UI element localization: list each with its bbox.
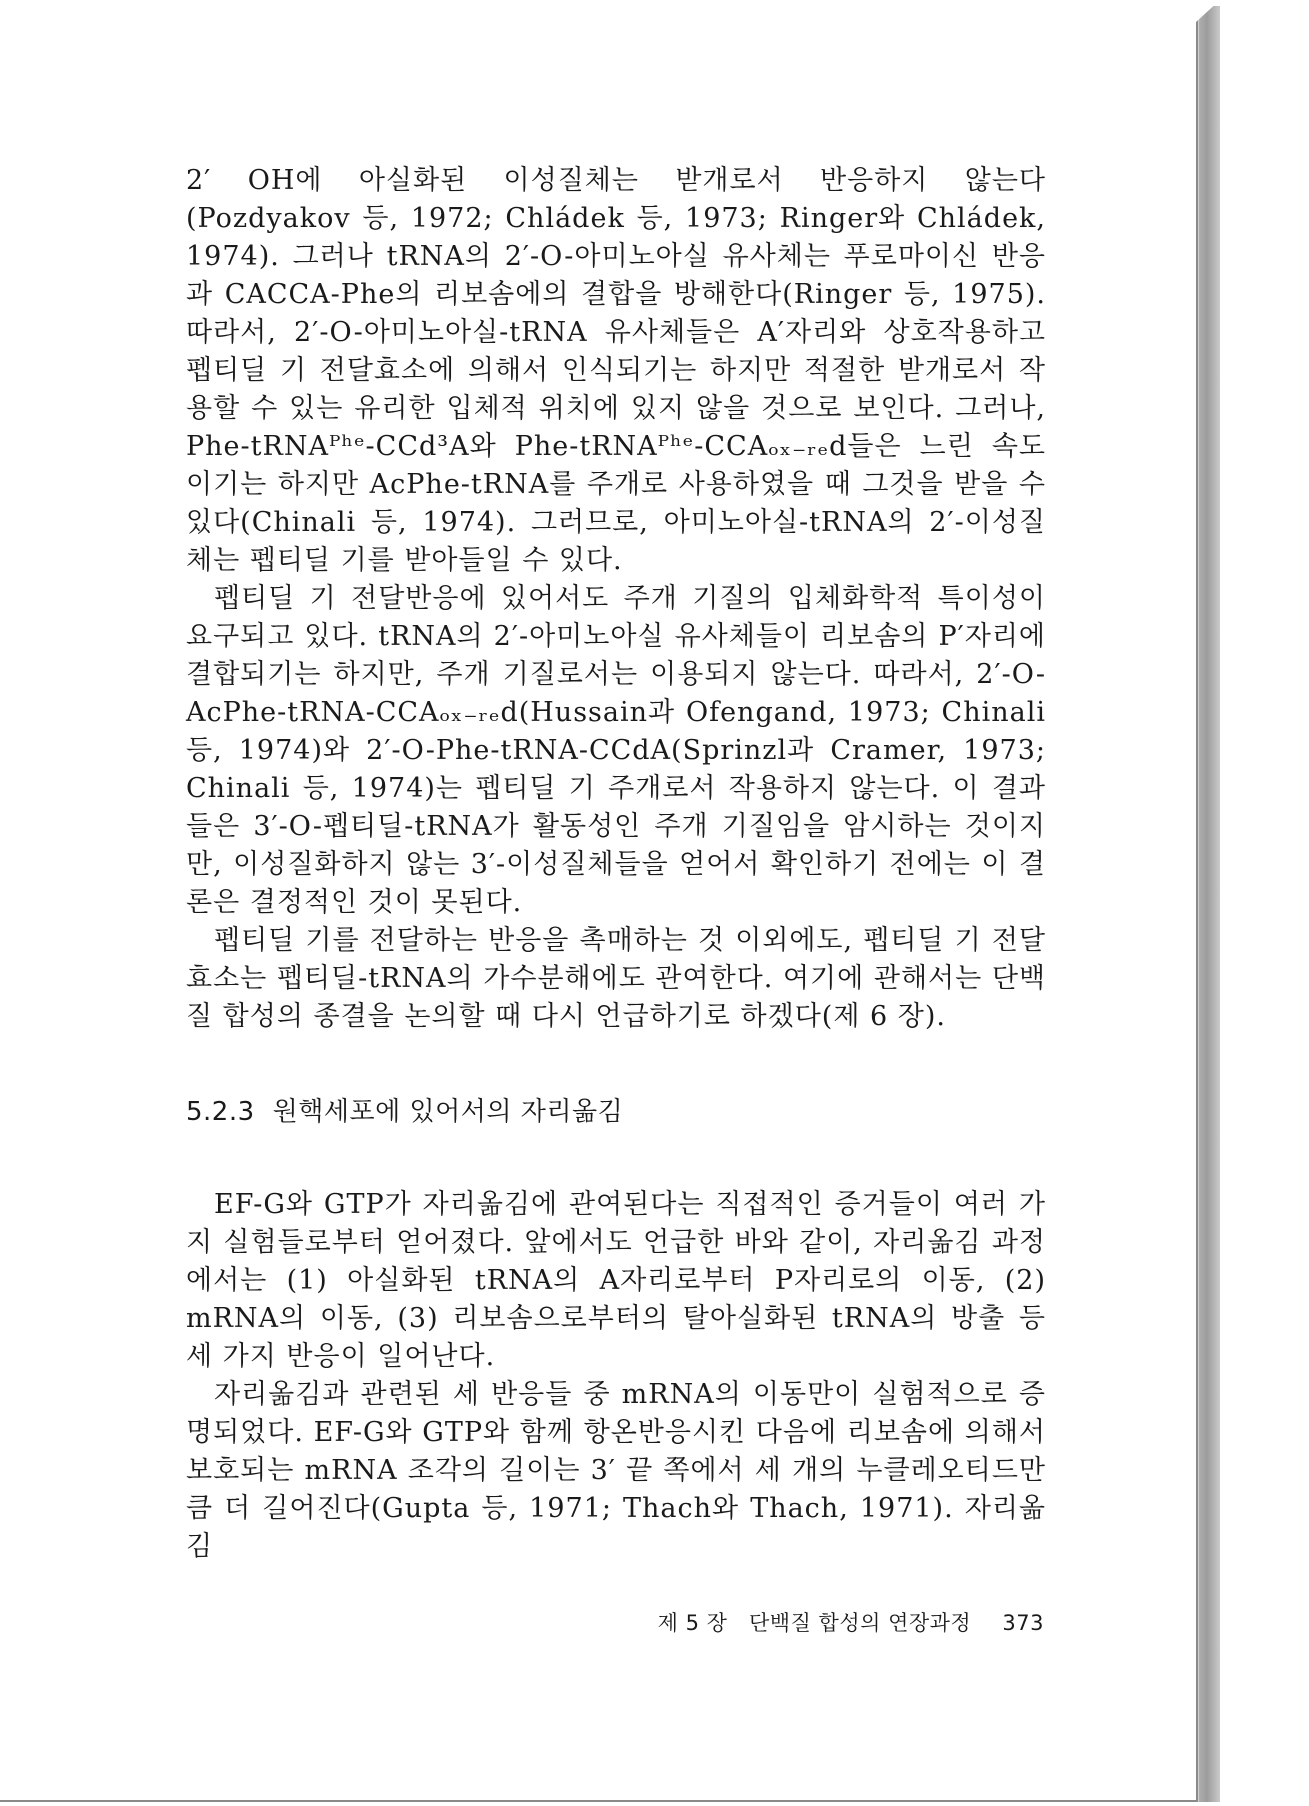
paragraph-2: 펩티딜 기 전달반응에 있어서도 주개 기질의 입체화학적 특이성이 요구되고 있다. tRNA의 2′-아미노아실 유사체들이 리보솜의 P′자리에 결합되기는 하지만, 주개 기질로서는 이용되지 않는다. 따라서, 2′-O-AcPhe-tRNA-CCAₒₓ₋ᵣₑd(Hussain과 Ofengand, 1973; Chinali 등, 1974)와 2′-O-Phe-tRNA-CCdA(Sprinzl과 Cramer, 1973; Chinali 등, 1974)는 펩티딜 기 주개로서 작용하지 않는다. 이 결과들은 3′-O-펩티딜-tRNA가 활동성인 주개 기질임을 암시하는 것이지만, 이성질화하지 않는 3′-이성질체들을 얻어서 확인하기 전에는 이 결론은 결정적인 것이 못된다.: [186, 583, 1046, 918]
page-body: [186, 162, 1046, 1566]
footer-chapter: 제 5 장: [657, 1611, 728, 1635]
paragraph-5: 자리옮김과 관련된 세 반응들 중 mRNA의 이동만이 실험적으로 증명되었다. EF-G와 GTP와 함께 항온반응시킨 다음에 리보솜에 의해서 보호되는 mRNA 조각의 길이는 3′ 끝 쪽에서 세 개의 누클레오티드만큼 더 길어진다(Gupta 등, 1971; Thach와 Thach, 1971). 자리옮김: [186, 1379, 1046, 1562]
section-heading: [186, 1094, 1046, 1130]
paragraph-3: 펩티딜 기를 전달하는 반응을 촉매하는 것 이외에도, 펩티딜 기 전달효소는 펩티딜-tRNA의 가수분해에도 관여한다. 여기에 관해서는 단백질 합성의 종결을 논의할 때 다시 언급하기로 하겠다(제 6 장).: [186, 925, 1046, 1032]
footer-chapter-title: 단백질 합성의 연장과정: [749, 1611, 972, 1635]
section-number: 5.2.3: [186, 1097, 255, 1127]
page-corner: [1196, 0, 1220, 22]
running-footer: [600, 1608, 1044, 1638]
book-spine: [1196, 6, 1220, 1802]
paragraph-1: 2′ OH에 아실화된 이성질체는 받개로서 반응하지 않는다(Pozdyakov 등, 1972; Chládek 등, 1973; Ringer와 Chládek, 1974). 그러나 tRNA의 2′-O-아미노아실 유사체는 푸로마이신 반응과 CACCA-Phe의 리보솜에의 결합을 방해한다(Ringer 등, 1975). 따라서, 2′-O-아미노아실-tRNA 유사체들은 A′자리와 상호작용하고 펩티딜 기 전달효소에 의해서 인식되기는 하지만 적절한 받개로서 작용할 수 있는 유리한 입체적 위치에 있지 않을 것으로 보인다. 그러나, Phe-tRNAᴾʰᵉ-CCd³A와 Phe-tRNAᴾʰᵉ-CCAₒₓ₋ᵣₑd들은 느린 속도이기는 하지만 AcPhe-tRNA를 주개로 사용하였을 때 그것을 받을 수 있다(Chinali 등, 1974). 그러므로, 아미노아실-tRNA의 2′-이성질체는 펩티딜 기를 받아들일 수 있다.: [186, 165, 1046, 576]
section-title: 원핵세포에 있어서의 자리옮김: [272, 1097, 624, 1127]
page-number: 373: [1002, 1611, 1044, 1635]
paragraph-4: EF-G와 GTP가 자리옮김에 관여된다는 직접적인 증거들이 여러 가지 실험들로부터 얻어졌다. 앞에서도 언급한 바와 같이, 자리옮김 과정에서는 (1) 아실화된 tRNA의 A자리로부터 P자리로의 이동, (2) mRNA의 이동, (3) 리보솜으로부터의 탈아실화된 tRNA의 방출 등 세 가지 반응이 일어난다.: [186, 1189, 1046, 1372]
